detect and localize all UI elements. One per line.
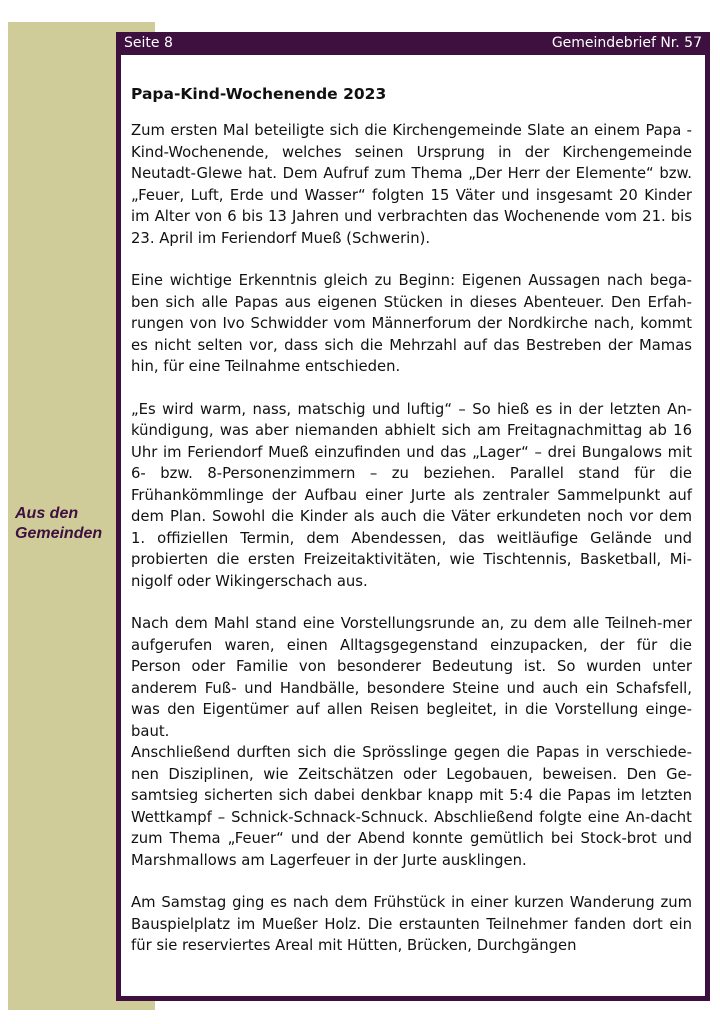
article-paragraph: Am Samstag ging es nach dem Frühstück in einer kurzen Wanderung zum Bauspielplatz im Mueßer Holz. Die erstaunten Teilnehmer fanden dort ein für sie reserviertes Areal mit Hütten, Brücken, Durchgängen	[131, 894, 692, 954]
page-header	[116, 32, 710, 55]
article-paragraph: „Es wird warm, nass, matschig und luftig“ – So hieß es in der letzten An-kündigung, was aber niemanden abhielt sich am Freitagnachmittag ab 16 Uhr im Feriendorf Mueß einzufinden und das „Lager“ – drei Bungalows mit 6- bzw. 8-Personenzimmern – zu beziehen. Parallel stand für die Frühankömmlinge der Aufbau einer Jurte als zentraler Sammelpunkt auf dem Plan. Sowohl die Kinder als auch die Väter erkundeten noch vor dem 1. offiziellen Termin, dem Abendessen, das weitläufige Gelände und probierten die ersten Freizeitaktivitäten, wie Tischtennis, Basketball, Mi-nigolf oder Wikingerschach aus.	[131, 400, 692, 590]
section-label: Aus den Gemeinden	[15, 505, 103, 542]
page-number: Seite 8	[124, 35, 173, 51]
article-paragraph: Anschließend durften sich die Sprösslinge gegen die Papas in verschiede-nen Disziplinen, wie Zeitschätzen oder Legobauen, beweisen. Den Ge-samtsieg sicherten sich dabei denkbar knapp mit 5:4 die Papas im letzten Wettkampf – Schnick-Schnack-Schnuck. Abschließend folgte eine An-dacht zum Thema „Feuer“ und der Abend konnte gemütlich bei Stock-brot und Marshmallows am Lagerfeuer in der Jurte ausklingen.	[131, 744, 692, 869]
article-paragraph: Eine wichtige Erkenntnis gleich zu Beginn: Eigenen Aussagen nach bega-ben sich alle Papas aus eigenen Stücken in dieses Abenteuer. Den Erfah-rungen von Ivo Schwidder vom Männerforum der Nordkirche nach, kommt es nicht selten vor, dass sich die Mehrzahl auf das Bestreben der Mamas hin, für eine Teilnahme entschieden.	[131, 272, 692, 375]
publication-title: Gemeindebrief Nr. 57	[551, 35, 702, 51]
article	[131, 84, 692, 978]
article-title: Papa-Kind-Wochenende 2023	[131, 85, 387, 103]
article-paragraph: Nach dem Mahl stand eine Vorstellungsrunde an, zu dem alle Teilneh-mer aufgerufen waren, einen Alltagsgegenstand einzupacken, der für die Person oder Familie von besonderer Bedeutung ist. So wurden unter anderem Fuß- und Handbälle, besondere Steine und auch ein Schafsfell, was den Eigentümer auf allen Reisen begleitet, in die Vorstellung einge-baut.	[131, 615, 692, 740]
article-paragraph: Zum ersten Mal beteiligte sich die Kirchengemeinde Slate an einem Papa -Kind-Wochenende, welches seinen Ursprung in der Kirchengemeinde Neutadt-Glewe hat. Dem Aufruf zum Thema „Der Herr der Elemente“ bzw. „Feuer, Luft, Erde und Wasser“ folgten 15 Väter und insgesamt 20 Kinder im Alter von 6 bis 13 Jahren und verbrachten das Wochenende vom 21. bis 23. April im Feriendorf Mueß (Schwerin).	[131, 122, 692, 247]
